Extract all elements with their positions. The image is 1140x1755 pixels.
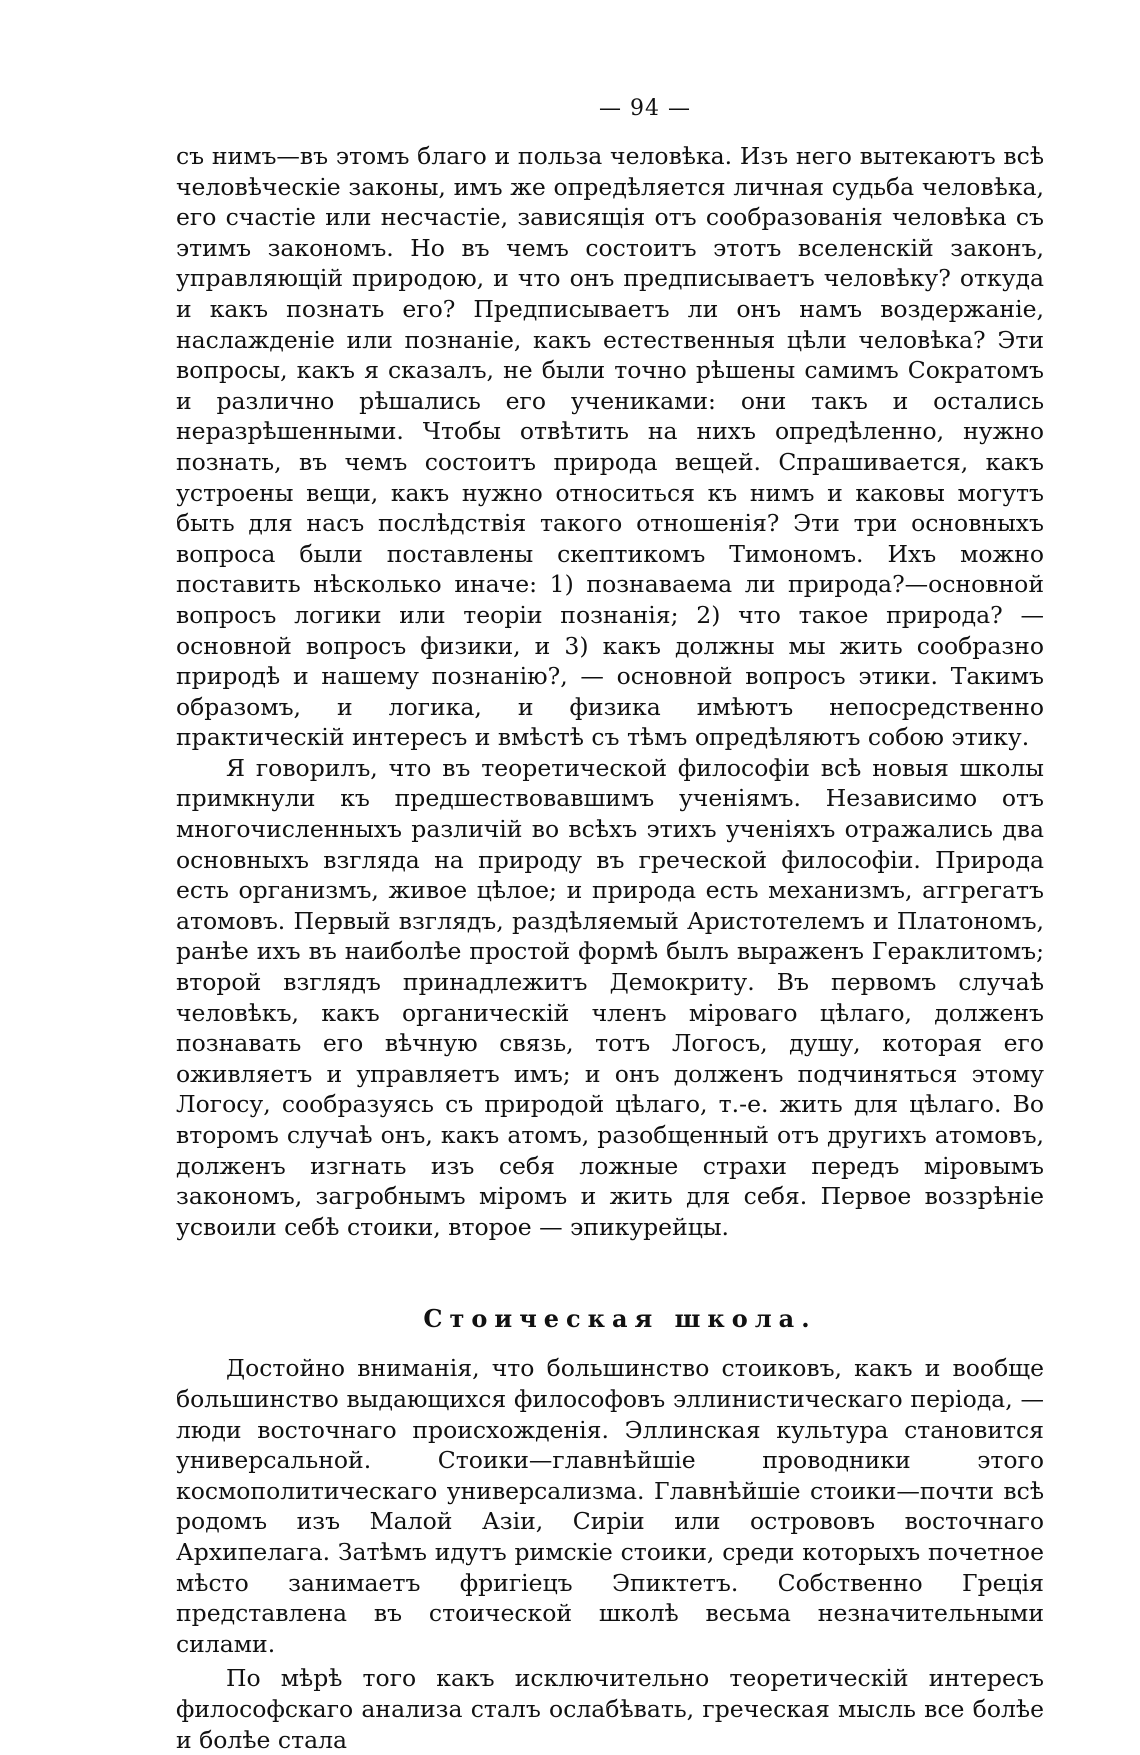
book-page <box>176 96 1044 1755</box>
paragraph-continuation: съ нимъ—въ этомъ благо и польза человѣка. Изъ него вытекаютъ всѣ человѣческіе законы, имъ же опредѣляется личная судьба человѣка, его счастіе или несчастіе, зависящія отъ сообразованія человѣка съ этимъ закономъ. Но въ чемъ состоитъ этотъ вселенскій законъ, управляющій природою, и что онъ предписываетъ человѣку? откуда и какъ познать его? Предписываетъ ли онъ намъ воздержаніе, наслажденіе или познаніе, какъ естественныя цѣли человѣка? Эти вопросы, какъ я сказалъ, не были точно рѣшены самимъ Сократомъ и различно рѣшались его учениками: они такъ и остались неразрѣшенными. Чтобы отвѣтить на нихъ опредѣленно, нужно познать, въ чемъ состоитъ природа вещей. Спрашивается, какъ устроены вещи, какъ нужно относиться къ нимъ и каковы могутъ быть для насъ послѣдствія такого отношенія? Эти три основныхъ вопроса были поставлены скептикомъ Тимономъ. Ихъ можно поставить нѣсколько иначе: 1) познаваема ли природа?—основной вопросъ логики или теоріи познанія; 2) что такое природа? — основной вопросъ физики, и 3) какъ должны мы жить сообразно природѣ и нашему познанію?, — основной вопросъ этики. Такимъ образомъ, и логика, и физика имѣютъ непосредственно практическій интересъ и вмѣстѣ съ тѣмъ опредѣляютъ собою этику. <box>176 142 1044 752</box>
paragraph-theoretical-interest: По мѣрѣ того какъ исключительно теоретическій интересъ философскаго анализа сталъ ослабѣвать, греческая мысль все болѣе и болѣе стала <box>176 1664 1044 1754</box>
paragraph-stoics-origin: Достойно вниманія, что большинство стоиковъ, какъ и вообще большинство выдающихся философовъ эллинистическаго періода, — люди восточнаго происхожденія. Эллинская культура становится универсальной. Стоики—главнѣйшіе проводники этого космополитическаго универсализма. Главнѣйшіе стоики—почти всѣ родомъ изъ Малой Азіи, Сиріи или острововъ восточнаго Архипелага. Затѣмъ идутъ римскіе стоики, среди которыхъ почетное мѣсто занимаетъ фригіецъ Эпиктетъ. Собственно Греція представлена въ стоической школѣ весьма незначительными силами. <box>176 1354 1044 1658</box>
paragraph-nature-views: Я говорилъ, что въ теоретической философіи всѣ новыя школы примкнули къ предшествовавшимъ ученіямъ. Независимо отъ многочисленныхъ различій во всѣхъ этихъ ученіяхъ отражались два основныхъ взгляда на природу въ греческой философіи. Природа есть организмъ, живое цѣлое; и природа есть механизмъ, аггрегатъ атомовъ. Первый взглядъ, раздѣляемый Аристотелемъ и Платономъ, ранѣе ихъ въ наиболѣе простой формѣ былъ выраженъ Гераклитомъ; второй взглядъ принадлежитъ Демокриту. Въ первомъ случаѣ человѣкъ, какъ органическій членъ міроваго цѣлаго, долженъ познавать его вѣчную связь, тотъ Логосъ, душу, которая его оживляетъ и управляетъ имъ; и онъ долженъ подчиняться этому Логосу, сообразуясь съ природой цѣлаго, т.-е. жить для цѣлаго. Во второмъ случаѣ онъ, какъ атомъ, разобщенный отъ другихъ атомовъ, долженъ изгнать изъ себя ложные страхи передъ міровымъ закономъ, загробнымъ міромъ и жить для себя. Первое воззрѣніе усвоили себѣ стоики, второе — эпикурейцы. <box>176 753 1044 1241</box>
section-heading: Стоическая школа. <box>423 1304 817 1334</box>
page-number: — 94 — <box>599 96 691 121</box>
